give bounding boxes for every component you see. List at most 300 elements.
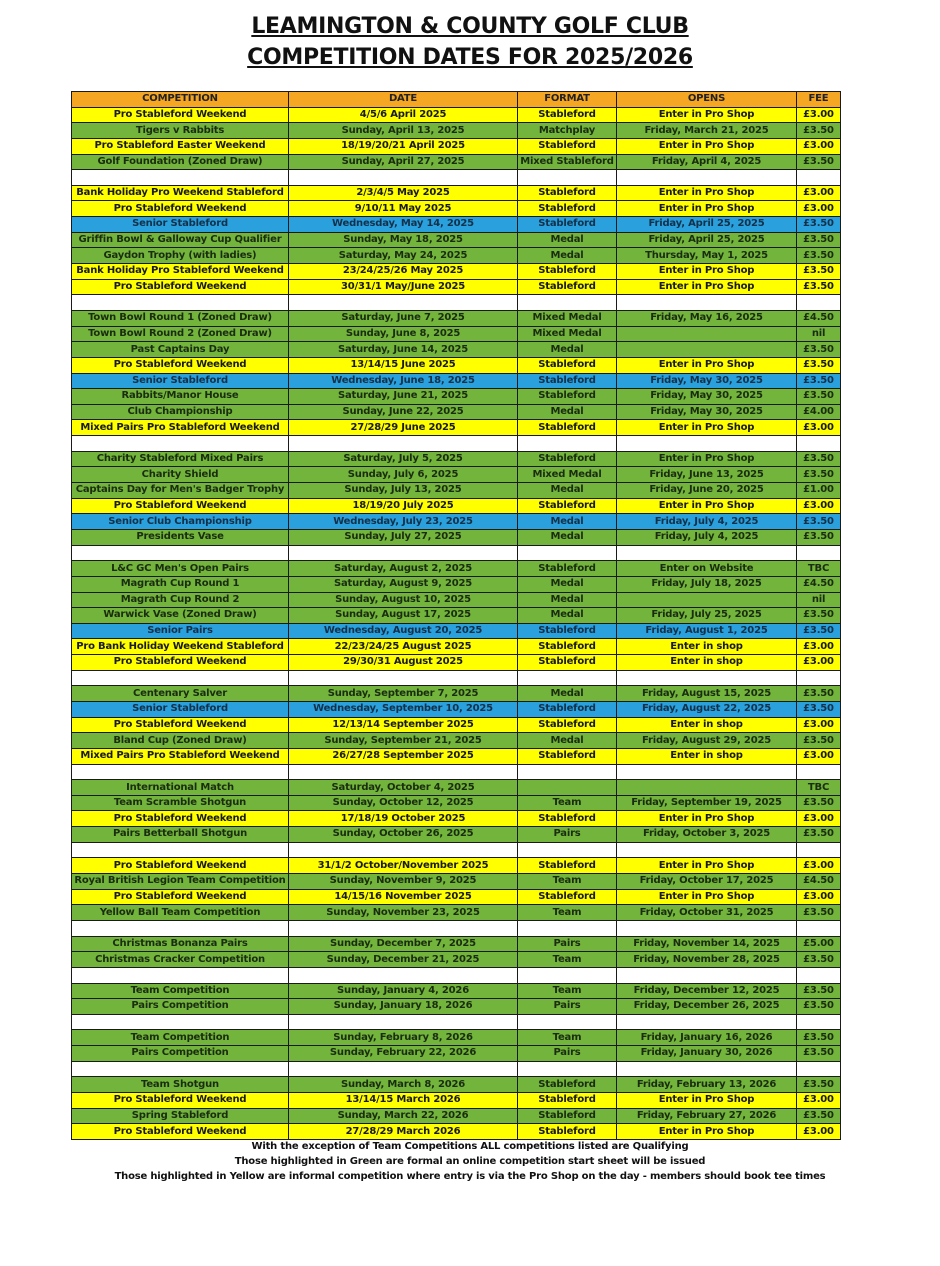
cell-opens: Enter in Pro Shop — [617, 185, 797, 201]
cell-format: Matchplay — [518, 123, 617, 139]
cell-format — [518, 764, 617, 780]
table-row — [72, 1108, 841, 1124]
cell-opens: Enter in shop — [617, 639, 797, 655]
spacer-row — [72, 295, 841, 311]
cell-competition: Bank Holiday Pro Stableford Weekend — [72, 264, 289, 280]
cell-fee: £3.00 — [797, 498, 841, 514]
cell-format: Team — [518, 795, 617, 811]
cell-opens: Enter in shop — [617, 655, 797, 671]
cell-fee: £3.50 — [797, 529, 841, 545]
cell-date — [289, 170, 518, 186]
cell-format: Stableford — [518, 701, 617, 717]
table-row — [72, 748, 841, 764]
table-row — [72, 529, 841, 545]
cell-competition: Pairs Betterball Shotgun — [72, 827, 289, 843]
table-row — [72, 279, 841, 295]
cell-competition: Warwick Vase (Zoned Draw) — [72, 608, 289, 624]
cell-fee — [797, 670, 841, 686]
cell-opens — [617, 545, 797, 561]
cell-competition: Town Bowl Round 1 (Zoned Draw) — [72, 310, 289, 326]
cell-fee: £3.00 — [797, 858, 841, 874]
cell-date: 18/19/20/21 April 2025 — [289, 138, 518, 154]
cell-format: Stableford — [518, 373, 617, 389]
cell-format — [518, 295, 617, 311]
cell-fee: £3.50 — [797, 701, 841, 717]
cell-format: Medal — [518, 248, 617, 264]
cell-competition: Gaydon Trophy (with ladies) — [72, 248, 289, 264]
table-row — [72, 217, 841, 233]
cell-competition: Senior Stableford — [72, 373, 289, 389]
cell-opens: Enter on Website — [617, 561, 797, 577]
cell-format: Medal — [518, 608, 617, 624]
cell-fee: £3.50 — [797, 1108, 841, 1124]
cell-opens: Friday, December 26, 2025 — [617, 999, 797, 1015]
table-row — [72, 185, 841, 201]
cell-fee: £3.50 — [797, 623, 841, 639]
table-row — [72, 686, 841, 702]
cell-opens: Enter in Pro Shop — [617, 811, 797, 827]
table-row — [72, 389, 841, 405]
cell-format: Stableford — [518, 498, 617, 514]
table-row — [72, 248, 841, 264]
cell-format: Mixed Medal — [518, 467, 617, 483]
cell-competition: Christmas Cracker Competition — [72, 952, 289, 968]
cell-competition — [72, 295, 289, 311]
table-row — [72, 342, 841, 358]
cell-date: Sunday, August 17, 2025 — [289, 608, 518, 624]
cell-format: Mixed Medal — [518, 326, 617, 342]
spacer-row — [72, 1014, 841, 1030]
cell-date: Wednesday, September 10, 2025 — [289, 701, 518, 717]
table-row — [72, 811, 841, 827]
cell-fee: £3.50 — [797, 827, 841, 843]
cell-fee — [797, 842, 841, 858]
cell-fee: nil — [797, 592, 841, 608]
cell-date: Wednesday, May 14, 2025 — [289, 217, 518, 233]
cell-fee: £3.50 — [797, 342, 841, 358]
footnotes — [0, 1139, 940, 1184]
cell-date: Sunday, September 7, 2025 — [289, 686, 518, 702]
cell-opens — [617, 170, 797, 186]
cell-opens: Friday, December 12, 2025 — [617, 983, 797, 999]
cell-format: Medal — [518, 592, 617, 608]
cell-date: 18/19/20 July 2025 — [289, 498, 518, 514]
cell-competition — [72, 967, 289, 983]
cell-fee: £3.00 — [797, 107, 841, 123]
cell-competition: Pro Stableford Easter Weekend — [72, 138, 289, 154]
cell-fee: £3.50 — [797, 686, 841, 702]
cell-competition: Senior Stableford — [72, 701, 289, 717]
cell-format: Medal — [518, 342, 617, 358]
cell-opens: Friday, June 20, 2025 — [617, 483, 797, 499]
cell-competition: Team Scramble Shotgun — [72, 795, 289, 811]
spacer-row — [72, 545, 841, 561]
cell-format: Medal — [518, 404, 617, 420]
table-row — [72, 154, 841, 170]
cell-date: 26/27/28 September 2025 — [289, 748, 518, 764]
cell-fee: £3.00 — [797, 811, 841, 827]
spacer-row — [72, 842, 841, 858]
table-row — [72, 608, 841, 624]
cell-fee — [797, 1014, 841, 1030]
table-row — [72, 1124, 841, 1140]
cell-fee: £3.50 — [797, 373, 841, 389]
cell-fee: £3.50 — [797, 999, 841, 1015]
cell-competition: Team Shotgun — [72, 1077, 289, 1093]
cell-competition — [72, 670, 289, 686]
cell-format: Stableford — [518, 264, 617, 280]
cell-date: Sunday, February 22, 2026 — [289, 1046, 518, 1062]
cell-date: 9/10/11 May 2025 — [289, 201, 518, 217]
cell-date — [289, 1061, 518, 1077]
cell-date: Sunday, July 27, 2025 — [289, 529, 518, 545]
table-row — [72, 1077, 841, 1093]
cell-opens: Friday, October 31, 2025 — [617, 905, 797, 921]
cell-date — [289, 967, 518, 983]
cell-competition: Pro Stableford Weekend — [72, 889, 289, 905]
cell-fee: £4.00 — [797, 404, 841, 420]
cell-fee: £3.00 — [797, 201, 841, 217]
table-row — [72, 874, 841, 890]
cell-fee: £3.00 — [797, 420, 841, 436]
cell-competition: Mixed Pairs Pro Stableford Weekend — [72, 420, 289, 436]
cell-date: Sunday, May 18, 2025 — [289, 232, 518, 248]
cell-date: Sunday, October 12, 2025 — [289, 795, 518, 811]
cell-opens: Friday, September 19, 2025 — [617, 795, 797, 811]
cell-date: Sunday, March 22, 2026 — [289, 1108, 518, 1124]
cell-opens: Enter in Pro Shop — [617, 1124, 797, 1140]
cell-opens: Enter in Pro Shop — [617, 107, 797, 123]
cell-date: Sunday, September 21, 2025 — [289, 733, 518, 749]
table-row — [72, 655, 841, 671]
cell-format: Stableford — [518, 639, 617, 655]
table-row — [72, 1046, 841, 1062]
cell-format — [518, 1061, 617, 1077]
table-row — [72, 310, 841, 326]
cell-fee — [797, 764, 841, 780]
cell-fee: £3.00 — [797, 1124, 841, 1140]
table-row — [72, 451, 841, 467]
cell-competition: Town Bowl Round 2 (Zoned Draw) — [72, 326, 289, 342]
cell-competition: Mixed Pairs Pro Stableford Weekend — [72, 748, 289, 764]
spacer-row — [72, 967, 841, 983]
cell-fee: £3.50 — [797, 451, 841, 467]
cell-date: 13/14/15 March 2026 — [289, 1093, 518, 1109]
cell-competition — [72, 1014, 289, 1030]
cell-format: Stableford — [518, 1093, 617, 1109]
cell-fee: £3.50 — [797, 1030, 841, 1046]
cell-competition: Team Competition — [72, 983, 289, 999]
table-row — [72, 780, 841, 796]
cell-fee: £4.50 — [797, 576, 841, 592]
cell-date: Saturday, October 4, 2025 — [289, 780, 518, 796]
table-row — [72, 639, 841, 655]
cell-fee: £3.00 — [797, 138, 841, 154]
cell-opens — [617, 842, 797, 858]
cell-date: Wednesday, June 18, 2025 — [289, 373, 518, 389]
cell-competition: Spring Stableford — [72, 1108, 289, 1124]
cell-fee: £3.50 — [797, 389, 841, 405]
cell-opens: Enter in Pro Shop — [617, 279, 797, 295]
cell-format: Stableford — [518, 279, 617, 295]
cell-fee: £3.50 — [797, 608, 841, 624]
spacer-row — [72, 436, 841, 452]
cell-format — [518, 842, 617, 858]
cell-date: Sunday, April 27, 2025 — [289, 154, 518, 170]
cell-format: Stableford — [518, 185, 617, 201]
cell-format: Stableford — [518, 201, 617, 217]
cell-format: Team — [518, 1030, 617, 1046]
cell-competition: Pro Stableford Weekend — [72, 655, 289, 671]
footnote-yellow: Those highlighted in Yellow are informal competition where entry is via the Pro Shop on the day - members should book tee times — [114, 1171, 826, 1182]
cell-date — [289, 670, 518, 686]
cell-opens: Enter in Pro Shop — [617, 357, 797, 373]
cell-fee: £3.00 — [797, 185, 841, 201]
cell-opens — [617, 780, 797, 796]
cell-date — [289, 545, 518, 561]
cell-competition: Magrath Cup Round 1 — [72, 576, 289, 592]
cell-opens: Friday, March 21, 2025 — [617, 123, 797, 139]
cell-competition: Pro Stableford Weekend — [72, 811, 289, 827]
cell-competition: Charity Shield — [72, 467, 289, 483]
cell-fee: £3.50 — [797, 232, 841, 248]
cell-date: Sunday, December 21, 2025 — [289, 952, 518, 968]
cell-date: Saturday, June 14, 2025 — [289, 342, 518, 358]
competition-table — [71, 91, 841, 1140]
cell-date: 27/28/29 June 2025 — [289, 420, 518, 436]
cell-fee: £3.50 — [797, 279, 841, 295]
cell-opens — [617, 920, 797, 936]
cell-fee: £3.50 — [797, 733, 841, 749]
table-row — [72, 827, 841, 843]
cell-opens: Friday, August 1, 2025 — [617, 623, 797, 639]
cell-competition: Senior Club Championship — [72, 514, 289, 530]
cell-fee: £3.50 — [797, 217, 841, 233]
cell-competition — [72, 545, 289, 561]
cell-competition: International Match — [72, 780, 289, 796]
cell-fee — [797, 295, 841, 311]
cell-format — [518, 170, 617, 186]
cell-date: Wednesday, July 23, 2025 — [289, 514, 518, 530]
cell-competition — [72, 764, 289, 780]
cell-date: Sunday, March 8, 2026 — [289, 1077, 518, 1093]
cell-opens: Enter in shop — [617, 717, 797, 733]
cell-fee: £1.00 — [797, 483, 841, 499]
header-competition: COMPETITION — [72, 92, 289, 108]
cell-competition: Centenary Salver — [72, 686, 289, 702]
cell-opens: Friday, August 22, 2025 — [617, 701, 797, 717]
cell-format: Team — [518, 952, 617, 968]
cell-opens: Enter in Pro Shop — [617, 420, 797, 436]
cell-fee: £3.50 — [797, 264, 841, 280]
cell-date: 31/1/2 October/November 2025 — [289, 858, 518, 874]
cell-date: Sunday, June 22, 2025 — [289, 404, 518, 420]
cell-opens: Friday, April 25, 2025 — [617, 217, 797, 233]
table-row — [72, 483, 841, 499]
cell-format — [518, 670, 617, 686]
cell-format: Stableford — [518, 217, 617, 233]
table-row — [72, 326, 841, 342]
cell-date: Sunday, December 7, 2025 — [289, 936, 518, 952]
table-row — [72, 983, 841, 999]
cell-competition — [72, 920, 289, 936]
cell-competition: Christmas Bonanza Pairs — [72, 936, 289, 952]
cell-competition: Charity Stableford Mixed Pairs — [72, 451, 289, 467]
cell-format: Mixed Medal — [518, 310, 617, 326]
spacer-row — [72, 764, 841, 780]
cell-opens — [617, 764, 797, 780]
cell-opens: Friday, July 25, 2025 — [617, 608, 797, 624]
table-header-row — [72, 92, 841, 108]
cell-fee: nil — [797, 326, 841, 342]
cell-opens: Friday, June 13, 2025 — [617, 467, 797, 483]
cell-format: Pairs — [518, 936, 617, 952]
cell-format: Medal — [518, 529, 617, 545]
cell-fee: TBC — [797, 561, 841, 577]
cell-format — [518, 545, 617, 561]
cell-date: 23/24/25/26 May 2025 — [289, 264, 518, 280]
header-opens: OPENS — [617, 92, 797, 108]
table-row — [72, 717, 841, 733]
cell-opens: Friday, November 14, 2025 — [617, 936, 797, 952]
cell-opens: Friday, February 13, 2026 — [617, 1077, 797, 1093]
cell-format: Stableford — [518, 811, 617, 827]
cell-date: Sunday, November 23, 2025 — [289, 905, 518, 921]
spacer-row — [72, 670, 841, 686]
cell-competition: Bank Holiday Pro Weekend Stableford — [72, 185, 289, 201]
cell-format: Pairs — [518, 1046, 617, 1062]
cell-competition: Team Competition — [72, 1030, 289, 1046]
table-row — [72, 107, 841, 123]
cell-opens: Enter in Pro Shop — [617, 498, 797, 514]
cell-competition: Past Captains Day — [72, 342, 289, 358]
cell-format: Stableford — [518, 889, 617, 905]
cell-fee — [797, 1061, 841, 1077]
cell-format — [518, 1014, 617, 1030]
table-row — [72, 999, 841, 1015]
cell-competition: Pro Stableford Weekend — [72, 717, 289, 733]
cell-competition: Magrath Cup Round 2 — [72, 592, 289, 608]
table-row — [72, 701, 841, 717]
cell-competition — [72, 1061, 289, 1077]
cell-date — [289, 295, 518, 311]
cell-fee: £3.50 — [797, 357, 841, 373]
cell-competition: Rabbits/Manor House — [72, 389, 289, 405]
footnote-qualifying: With the exception of Team Competitions ALL competitions listed are Qualifying — [251, 1141, 689, 1152]
cell-opens — [617, 342, 797, 358]
cell-opens — [617, 326, 797, 342]
cell-fee — [797, 436, 841, 452]
cell-format: Stableford — [518, 420, 617, 436]
table-row — [72, 498, 841, 514]
cell-fee: £3.00 — [797, 1093, 841, 1109]
cell-opens: Enter in Pro Shop — [617, 858, 797, 874]
cell-date: Wednesday, August 20, 2025 — [289, 623, 518, 639]
spacer-row — [72, 920, 841, 936]
cell-date: 22/23/24/25 August 2025 — [289, 639, 518, 655]
cell-date: 17/18/19 October 2025 — [289, 811, 518, 827]
cell-competition: Golf Foundation (Zoned Draw) — [72, 154, 289, 170]
cell-competition: Yellow Ball Team Competition — [72, 905, 289, 921]
table-row — [72, 733, 841, 749]
cell-date: Saturday, August 2, 2025 — [289, 561, 518, 577]
cell-competition: Pairs Competition — [72, 1046, 289, 1062]
cell-opens — [617, 592, 797, 608]
cell-date: 29/30/31 August 2025 — [289, 655, 518, 671]
title-club-name: LEAMINGTON & COUNTY GOLF CLUB — [251, 14, 689, 39]
cell-fee: £3.00 — [797, 655, 841, 671]
cell-format: Stableford — [518, 623, 617, 639]
cell-fee — [797, 920, 841, 936]
cell-fee: £3.00 — [797, 639, 841, 655]
spacer-row — [72, 1061, 841, 1077]
table-row — [72, 889, 841, 905]
cell-fee: £3.00 — [797, 717, 841, 733]
cell-opens: Enter in Pro Shop — [617, 264, 797, 280]
cell-date: 4/5/6 April 2025 — [289, 107, 518, 123]
cell-format — [518, 967, 617, 983]
cell-format: Stableford — [518, 717, 617, 733]
cell-opens: Friday, November 28, 2025 — [617, 952, 797, 968]
cell-date — [289, 920, 518, 936]
cell-competition: Senior Stableford — [72, 217, 289, 233]
table-row — [72, 264, 841, 280]
cell-competition: Pro Stableford Weekend — [72, 858, 289, 874]
cell-competition: Captains Day for Men's Badger Trophy — [72, 483, 289, 499]
cell-competition: Pro Stableford Weekend — [72, 498, 289, 514]
table-row — [72, 373, 841, 389]
cell-fee: TBC — [797, 780, 841, 796]
cell-format: Medal — [518, 686, 617, 702]
cell-date — [289, 436, 518, 452]
spacer-row — [72, 170, 841, 186]
cell-fee: £5.00 — [797, 936, 841, 952]
cell-fee — [797, 967, 841, 983]
cell-opens — [617, 670, 797, 686]
cell-opens — [617, 295, 797, 311]
cell-competition: Senior Pairs — [72, 623, 289, 639]
cell-format: Stableford — [518, 451, 617, 467]
cell-opens: Friday, January 30, 2026 — [617, 1046, 797, 1062]
cell-date: 27/28/29 March 2026 — [289, 1124, 518, 1140]
cell-opens: Friday, July 4, 2025 — [617, 529, 797, 545]
cell-fee: £3.50 — [797, 1077, 841, 1093]
cell-opens: Friday, May 30, 2025 — [617, 389, 797, 405]
cell-opens: Friday, April 4, 2025 — [617, 154, 797, 170]
cell-opens: Enter in Pro Shop — [617, 138, 797, 154]
cell-opens — [617, 967, 797, 983]
cell-opens: Enter in Pro Shop — [617, 1093, 797, 1109]
cell-fee: £3.50 — [797, 467, 841, 483]
cell-format: Medal — [518, 232, 617, 248]
cell-date: Saturday, June 21, 2025 — [289, 389, 518, 405]
cell-fee: £3.50 — [797, 795, 841, 811]
cell-opens: Friday, April 25, 2025 — [617, 232, 797, 248]
header-fee: FEE — [797, 92, 841, 108]
cell-competition: Pro Stableford Weekend — [72, 1124, 289, 1140]
cell-format: Team — [518, 874, 617, 890]
cell-opens: Enter in Pro Shop — [617, 451, 797, 467]
cell-fee: £3.00 — [797, 889, 841, 905]
cell-date: Saturday, July 5, 2025 — [289, 451, 518, 467]
cell-format: Medal — [518, 576, 617, 592]
cell-format: Stableford — [518, 138, 617, 154]
cell-competition: Pro Stableford Weekend — [72, 357, 289, 373]
cell-opens: Friday, May 16, 2025 — [617, 310, 797, 326]
cell-competition — [72, 842, 289, 858]
cell-date: 30/31/1 May/June 2025 — [289, 279, 518, 295]
cell-format: Mixed Stableford — [518, 154, 617, 170]
